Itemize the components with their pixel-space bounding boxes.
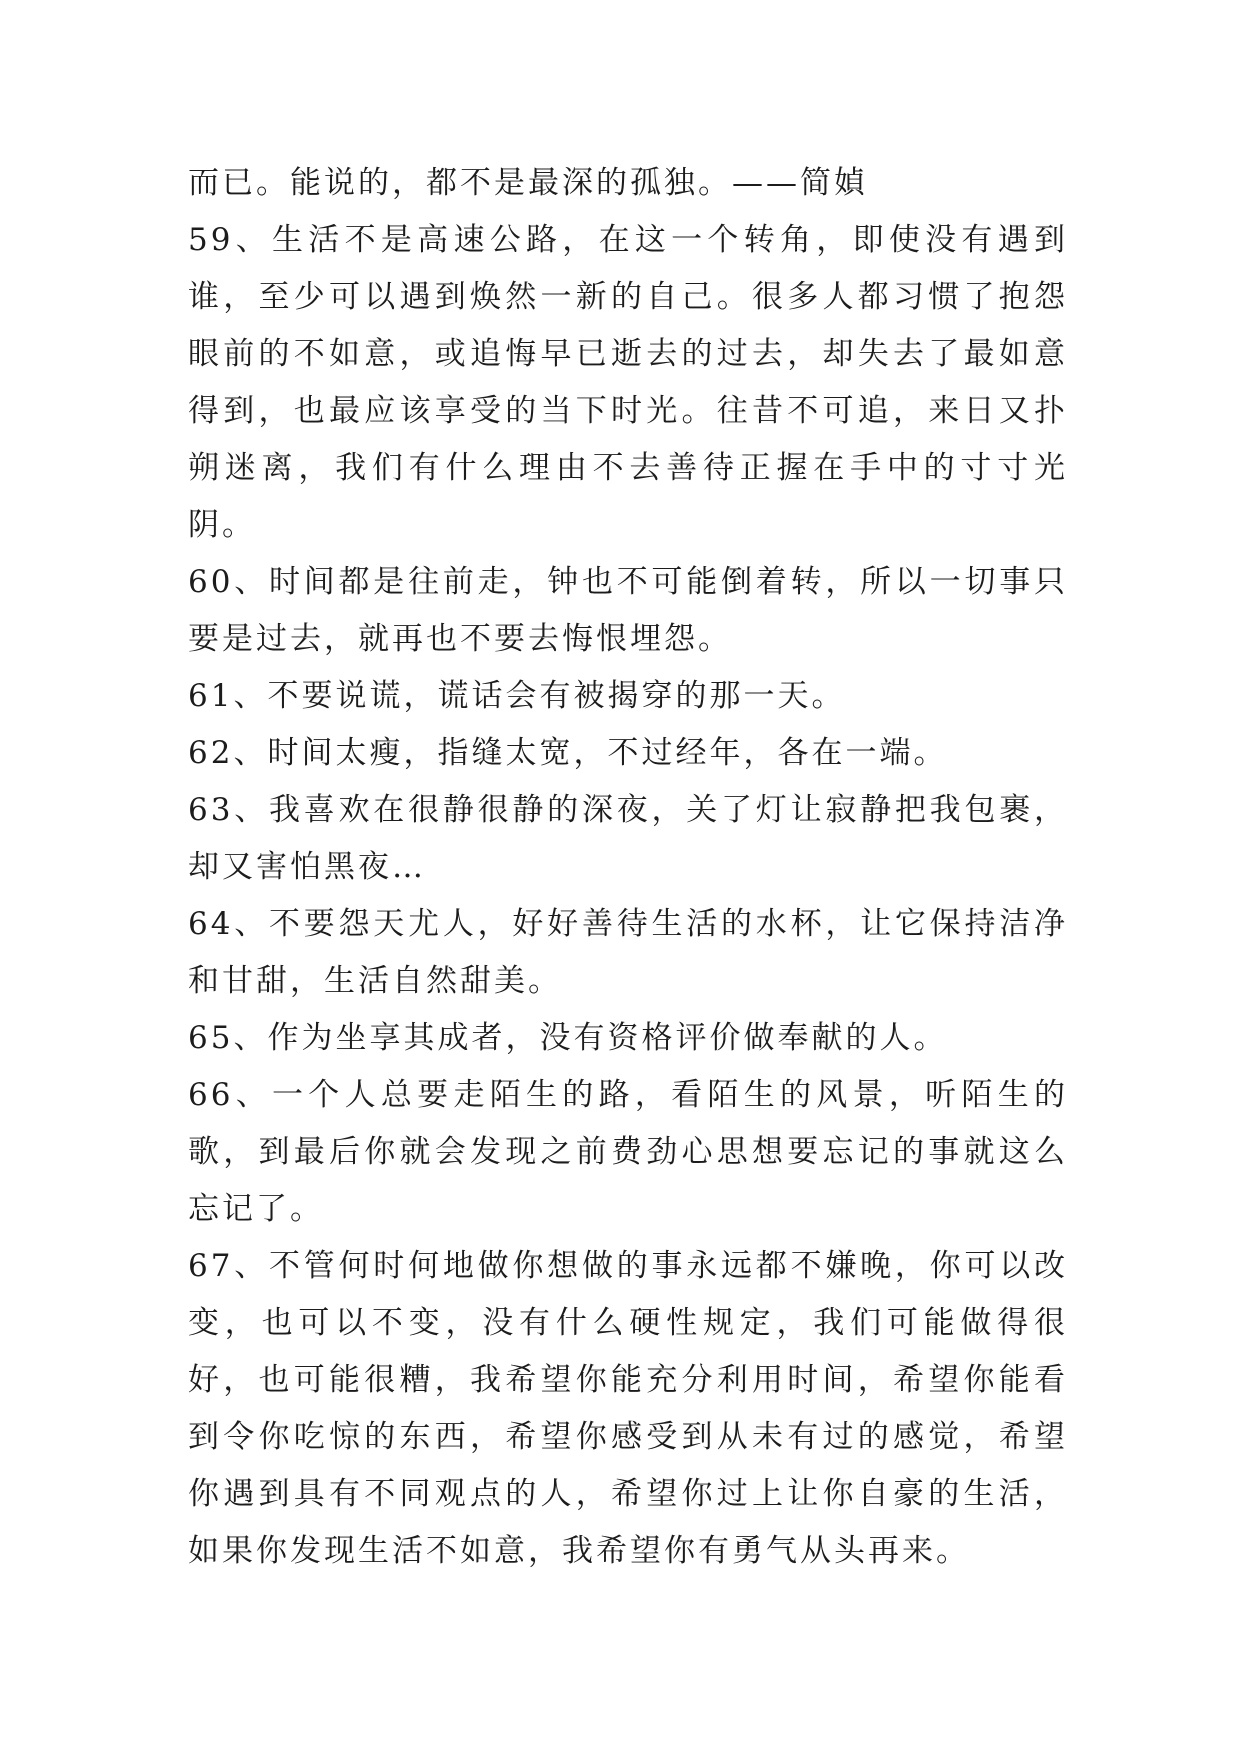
paragraph-59: 59、生活不是高速公路，在这一个转角，即使没有遇到谁，至少可以遇到焕然一新的自己。很多人都习惯了抱怨眼前的不如意，或追悔早已逝去的过去，却失去了最如意得到，也最应该享受的当下时光。往昔不可追，来日又扑朔迷离，我们有什么理由不去善待正握在手中的寸寸光阴。 [188,222,1068,543]
document-body [188,155,1068,1580]
paragraph-62: 62、时间太瘦，指缝太宽，不过经年，各在一端。 [188,735,948,771]
paragraph-continuation: 而已。能说的，都不是最深的孤独。——简媜 [188,165,868,201]
paragraph-60: 60、时间都是往前走，钟也不可能倒着转，所以一切事只要是过去，就再也不要去悔恨埋怨。 [188,564,1068,657]
paragraph-67: 67、不管何时何地做你想做的事永远都不嫌晚，你可以改变，也可以不变，没有什么硬性规定，我们可能做得很好，也可能很糟，我希望你能充分利用时间，希望你能看到令你吃惊的东西，希望你感受到从未有过的感觉，希望你遇到具有不同观点的人，希望你过上让你自豪的生活，如果你发现生活不如意，我希望你有勇气从头再来。 [188,1248,1068,1569]
paragraph-64: 64、不要怨天尤人，好好善待生活的水杯，让它保持洁净和甘甜，生活自然甜美。 [188,906,1068,999]
paragraph-61: 61、不要说谎，谎话会有被揭穿的那一天。 [188,678,846,714]
paragraph-65: 65、作为坐享其成者，没有资格评价做奉献的人。 [188,1020,948,1056]
paragraph-66: 66、一个人总要走陌生的路，看陌生的风景，听陌生的歌，到最后你就会发现之前费劲心思想要忘记的事就这么忘记了。 [188,1077,1068,1227]
paragraph-63: 63、我喜欢在很静很静的深夜，关了灯让寂静把我包裹，却又害怕黑夜… [188,792,1068,885]
